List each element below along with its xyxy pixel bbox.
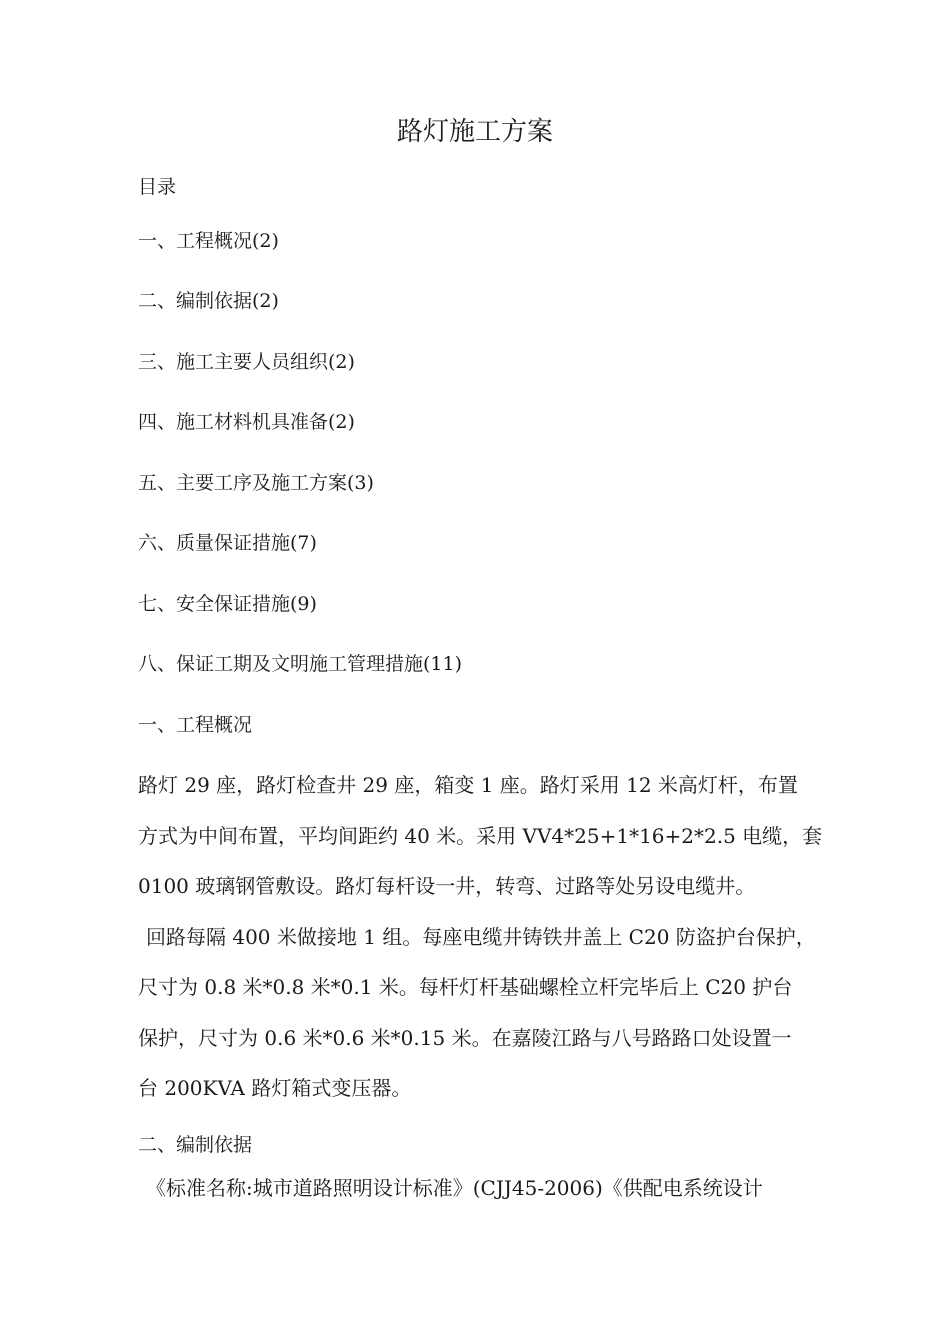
body-line: 方式为中间布置，平均间距约 40 米。采用 VV4*25+1*16+2*2.5 电缆，套 xyxy=(138,823,823,848)
section-heading-basis: 二、编制依据 xyxy=(138,1134,253,1156)
section-overview-body xyxy=(138,760,823,1114)
toc-item-1: 一、工程概况(2) xyxy=(138,230,279,252)
body-line: 0100 玻璃钢管敷设。路灯每杆设一井，转弯、过路等处另设电缆井。 xyxy=(138,874,756,898)
body-line: 尺寸为 0.8 米*0.8 米*0.1 米。每杆灯杆基础螺栓立杆完毕后上 C20 护台 xyxy=(138,975,793,999)
toc-item-2: 二、编制依据(2) xyxy=(138,290,279,312)
toc-item-3: 三、施工主要人员组织(2) xyxy=(138,351,355,373)
toc-item-8: 八、保证工期及文明施工管理措施(11) xyxy=(138,653,463,675)
section-basis-body xyxy=(138,1163,818,1214)
body-line: 台 200KVA 路灯箱式变压器。 xyxy=(138,1076,412,1100)
body-line: 《标准名称:城市道路照明设计标准》(CJJ45-2006)《供配电系统设计 xyxy=(146,1176,763,1200)
toc-item-7: 七、安全保证措施(9) xyxy=(138,593,317,615)
section-heading-overview: 一、工程概况 xyxy=(138,714,253,736)
toc-label: 目录 xyxy=(138,176,177,198)
toc-item-4: 四、施工材料机具准备(2) xyxy=(138,411,355,433)
body-line: 回路每隔 400 米做接地 1 组。每座电缆井铸铁井盖上 C20 防盗护台保护， xyxy=(146,924,816,949)
document-title: 路灯施工方案 xyxy=(396,117,553,147)
body-line: 保护，尺寸为 0.6 米*0.6 米*0.15 米。在嘉陵江路与八号路路口处设置一 xyxy=(138,1025,792,1050)
toc-item-6: 六、质量保证措施(7) xyxy=(138,532,317,554)
body-line: 路灯 29 座，路灯检查井 29 座，箱变 1 座。路灯采用 12 米高灯杆，布置 xyxy=(138,773,798,797)
toc-item-5: 五、主要工序及施工方案(3) xyxy=(138,472,374,494)
